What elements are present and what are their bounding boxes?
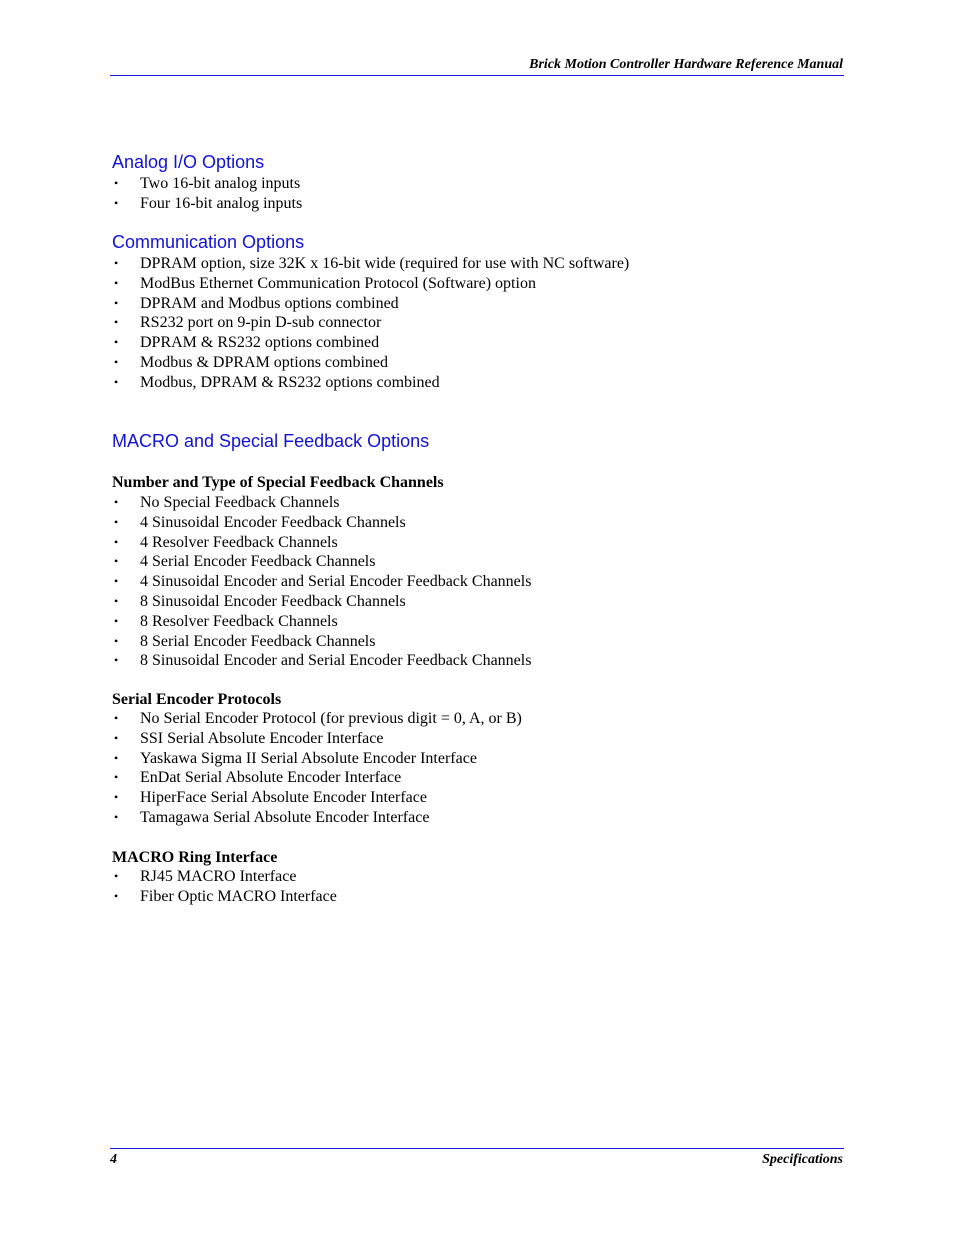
bullet-icon: •	[114, 770, 119, 785]
list-item	[112, 632, 531, 652]
bullet-icon: •	[114, 593, 119, 608]
heading-macro-special-feedback-options: MACRO and Special Feedback Options	[112, 431, 430, 451]
list-item-text: SSI Serial Absolute Encoder Interface	[140, 729, 384, 747]
bullet-icon: •	[114, 750, 119, 765]
bullet-icon: •	[114, 495, 119, 509]
bullet-icon: •	[114, 653, 119, 668]
bullet-icon: •	[114, 711, 119, 725]
communication-options-list	[112, 254, 629, 393]
list-item	[112, 572, 531, 592]
bullet-icon: •	[114, 514, 119, 529]
bullet-icon: •	[114, 195, 119, 210]
bullet-icon: •	[114, 730, 119, 745]
bullet-icon: •	[114, 574, 119, 589]
list-item-text: 8 Serial Encoder Feedback Channels	[140, 632, 376, 650]
list-item	[112, 353, 629, 373]
bullet-icon: •	[114, 554, 119, 569]
list-item-text: DPRAM and Modbus options combined	[140, 294, 399, 312]
list-item	[112, 274, 629, 294]
list-item	[112, 493, 531, 513]
bullet-icon: •	[114, 295, 119, 310]
footer-section-title: Specifications	[762, 1152, 843, 1167]
list-item-text: Fiber Optic MACRO Interface	[140, 887, 337, 905]
list-item-text: DPRAM & RS232 options combined	[140, 334, 380, 352]
list-item-text: DPRAM option, size 32K x 16-bit wide (required for use with NC software)	[140, 255, 630, 272]
list-item-text: No Serial Encoder Protocol (for previous digit = 0, A, or B)	[140, 710, 522, 727]
list-item	[112, 749, 522, 769]
list-item-text: Tamagawa Serial Absolute Encoder Interface	[140, 808, 430, 826]
list-item	[112, 194, 302, 214]
bullet-icon: •	[114, 315, 119, 330]
list-item-text: 4 Resolver Feedback Channels	[140, 533, 338, 551]
list-item-text: 8 Sinusoidal Encoder Feedback Channels	[140, 592, 406, 610]
list-item	[112, 513, 531, 533]
feedback-channels-list	[112, 493, 531, 671]
bullet-icon: •	[114, 809, 119, 824]
list-item-text: 8 Resolver Feedback Channels	[140, 612, 338, 630]
list-item	[112, 592, 531, 612]
list-item	[112, 612, 531, 632]
list-item-text: ModBus Ethernet Communication Protocol (Software) option	[140, 274, 536, 292]
list-item	[112, 373, 629, 393]
list-item	[112, 174, 302, 194]
heading-analog-io-options: Analog I/O Options	[112, 152, 265, 172]
bullet-icon: •	[114, 888, 119, 903]
list-item-text: Modbus, DPRAM & RS232 options combined	[140, 373, 440, 391]
subheading-macro-ring-interface: MACRO Ring Interface	[112, 849, 278, 866]
list-item-text: EnDat Serial Absolute Encoder Interface	[140, 769, 402, 787]
bullet-icon: •	[114, 256, 119, 270]
list-item	[112, 254, 629, 274]
list-item-text: No Special Feedback Channels	[140, 494, 340, 511]
list-item-text: Four 16-bit analog inputs	[140, 194, 303, 212]
list-item	[112, 313, 629, 333]
list-item-text: RJ45 MACRO Interface	[140, 868, 297, 885]
list-item	[112, 651, 531, 671]
list-item	[112, 867, 337, 887]
bullet-icon: •	[114, 869, 119, 883]
list-item-text: Yaskawa Sigma II Serial Absolute Encoder Interface	[140, 749, 477, 767]
bullet-icon: •	[114, 790, 119, 805]
list-item-text: 4 Sinusoidal Encoder and Serial Encoder Feedback Channels	[140, 573, 532, 591]
bullet-icon: •	[114, 335, 119, 350]
header-rule	[110, 75, 844, 76]
list-item-text: 4 Sinusoidal Encoder Feedback Channels	[140, 513, 406, 531]
list-item	[112, 552, 531, 572]
running-header: Brick Motion Controller Hardware Reference Manual	[529, 57, 843, 72]
subheading-feedback-channels: Number and Type of Special Feedback Channels	[112, 474, 444, 491]
list-item-text: Modbus & DPRAM options combined	[140, 353, 389, 371]
list-item-text: RS232 port on 9-pin D-sub connector	[140, 314, 382, 332]
bullet-icon: •	[114, 176, 119, 190]
list-item-text: Two 16-bit analog inputs	[140, 175, 301, 192]
list-item	[112, 709, 522, 729]
list-item-text: HiperFace Serial Absolute Encoder Interface	[140, 789, 427, 807]
list-item	[112, 729, 522, 749]
bullet-icon: •	[114, 354, 119, 369]
list-item-text: 8 Sinusoidal Encoder and Serial Encoder Feedback Channels	[140, 652, 532, 670]
list-item	[112, 768, 522, 788]
list-item-text: 4 Serial Encoder Feedback Channels	[140, 553, 376, 571]
bullet-icon: •	[114, 534, 119, 549]
footer-rule	[110, 1148, 844, 1149]
list-item	[112, 333, 629, 353]
page-number: 4	[110, 1152, 117, 1167]
list-item	[112, 887, 337, 907]
list-item	[112, 533, 531, 553]
heading-communication-options: Communication Options	[112, 232, 305, 252]
serial-protocols-list	[112, 709, 522, 828]
list-item	[112, 294, 629, 314]
subheading-serial-encoder-protocols: Serial Encoder Protocols	[112, 691, 282, 708]
bullet-icon: •	[114, 275, 119, 290]
bullet-icon: •	[114, 613, 119, 628]
bullet-icon: •	[114, 374, 119, 389]
list-item	[112, 788, 522, 808]
list-item	[112, 808, 522, 828]
bullet-icon: •	[114, 633, 119, 648]
ring-interface-list	[112, 867, 337, 907]
analog-options-list	[112, 174, 302, 214]
